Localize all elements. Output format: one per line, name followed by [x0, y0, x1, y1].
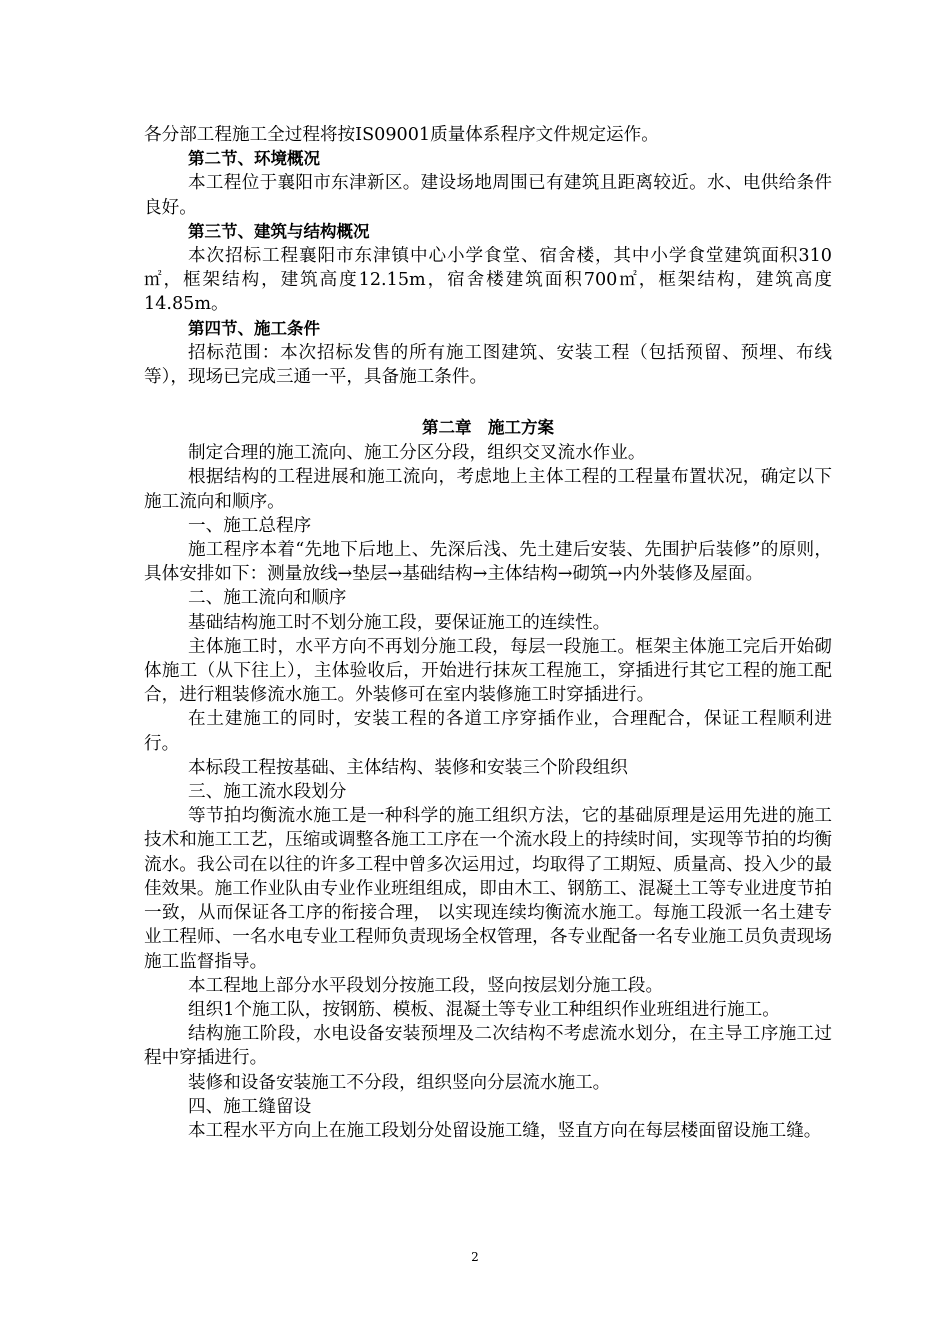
paragraph: 本工程位于襄阳市东津新区。建设场地周围已有建筑且距离较近。水、电供给条件良好。 [144, 173, 832, 218]
paragraph: 招标范围：本次招标发售的所有施工图建筑、安装工程（包括预留、预埋、布线等），现场已完成三通一平，具备施工条件。 [144, 342, 832, 388]
paragraph: 本标段工程按基础、主体结构、装修和安装三个阶段组织 [188, 757, 628, 778]
paragraph: 制定合理的施工流向、施工分区分段，组织交叉流水作业。 [188, 443, 646, 464]
page-number: 2 [471, 1250, 479, 1264]
paragraph: 本工程水平方向上在施工段划分处留设施工缝，竖直方向在每层楼面留设施工缝。 [188, 1120, 822, 1141]
section-heading-construction-conditions: 第四节、施工条件 [188, 318, 320, 338]
subheading: 三、施工流水段划分 [188, 782, 347, 803]
subheading: 四、施工缝留设 [188, 1096, 312, 1117]
paragraph: 结构施工阶段，水电设备安装预埋及二次结构不考虑流水划分，在主导工序施工过程中穿插进行。 [144, 1024, 832, 1069]
paragraph: 各分部工程施工全过程将按IS09001质量体系程序文件规定运作。 [144, 125, 659, 145]
paragraph: 施工程序本着“先地下后地上、先深后浅、先土建后安装、先围护后装修”的原则，具体安排如下：测量放线→垫层→基础结构→主体结构→砌筑→内外装修及屋面。 [144, 540, 832, 585]
paragraph: 在土建施工的同时，安装工程的各道工序穿插作业，合理配合，保证工程顺利进行。 [144, 709, 832, 754]
paragraph: 主体施工时，水平方向不再划分施工段，每层一段施工。框架主体施工完后开始砌体施工（从下往上），主体验收后，开始进行抹灰工程施工，穿插进行其它工程的施工配合，进行粗装修流水施工。外装修可在室内装修施工时穿插进行。 [144, 636, 832, 706]
subheading: 二、施工流向和顺序 [188, 588, 347, 609]
document-body [144, 123, 832, 1143]
chapter-title: 第二章 施工方案 [422, 418, 554, 438]
section-heading-environment: 第二节、环境概况 [188, 149, 320, 169]
paragraph: 本次招标工程襄阳市东津镇中心小学食堂、宿舍楼，其中小学食堂建筑面积310㎡，框架结构，建筑高度12.15m，宿舍楼建筑面积700㎡，框架结构，建筑高度14.85m。 [144, 246, 832, 315]
section-heading-building-structure: 第三节、建筑与结构概况 [188, 221, 370, 241]
paragraph: 组织1个施工队，按钢筋、模板、混凝土等专业工种组织作业班组进行施工。 [188, 999, 780, 1020]
paragraph: 本工程地上部分水平段划分按施工段，竖向按层划分施工段。 [188, 975, 664, 996]
paragraph: 根据结构的工程进展和施工流向，考虑地上主体工程的工程量布置状况，确定以下施工流向和顺序。 [144, 467, 832, 512]
paragraph: 装修和设备安装施工不分段，组织竖向分层流水施工。 [188, 1072, 611, 1093]
subheading: 一、施工总程序 [188, 515, 312, 536]
paragraph: 等节拍均衡流水施工是一种科学的施工组织方法，它的基础原理是运用先进的施工技术和施工工艺，压缩或调整各施工工序在一个流水段上的持续时间，实现等节拍的均衡流水。我公司在以往的许多工程中曾多次运用过，均取得了工期短、质量高、投入少的最佳效果。施工作业队由专业作业班组组成，即由木工、钢筋工、混凝土工等专业进度节拍一致，从而保证各工序的衔接合理， 以实现连续均衡流水施工。每施工段派一名土建专业工程师、一名水电专业工程师负责现场全权管理，各专业配备一名专业施工员负责现场施工监督指导。 [144, 806, 832, 972]
paragraph: 基础结构施工时不划分施工段，要保证施工的连续性。 [188, 612, 611, 633]
